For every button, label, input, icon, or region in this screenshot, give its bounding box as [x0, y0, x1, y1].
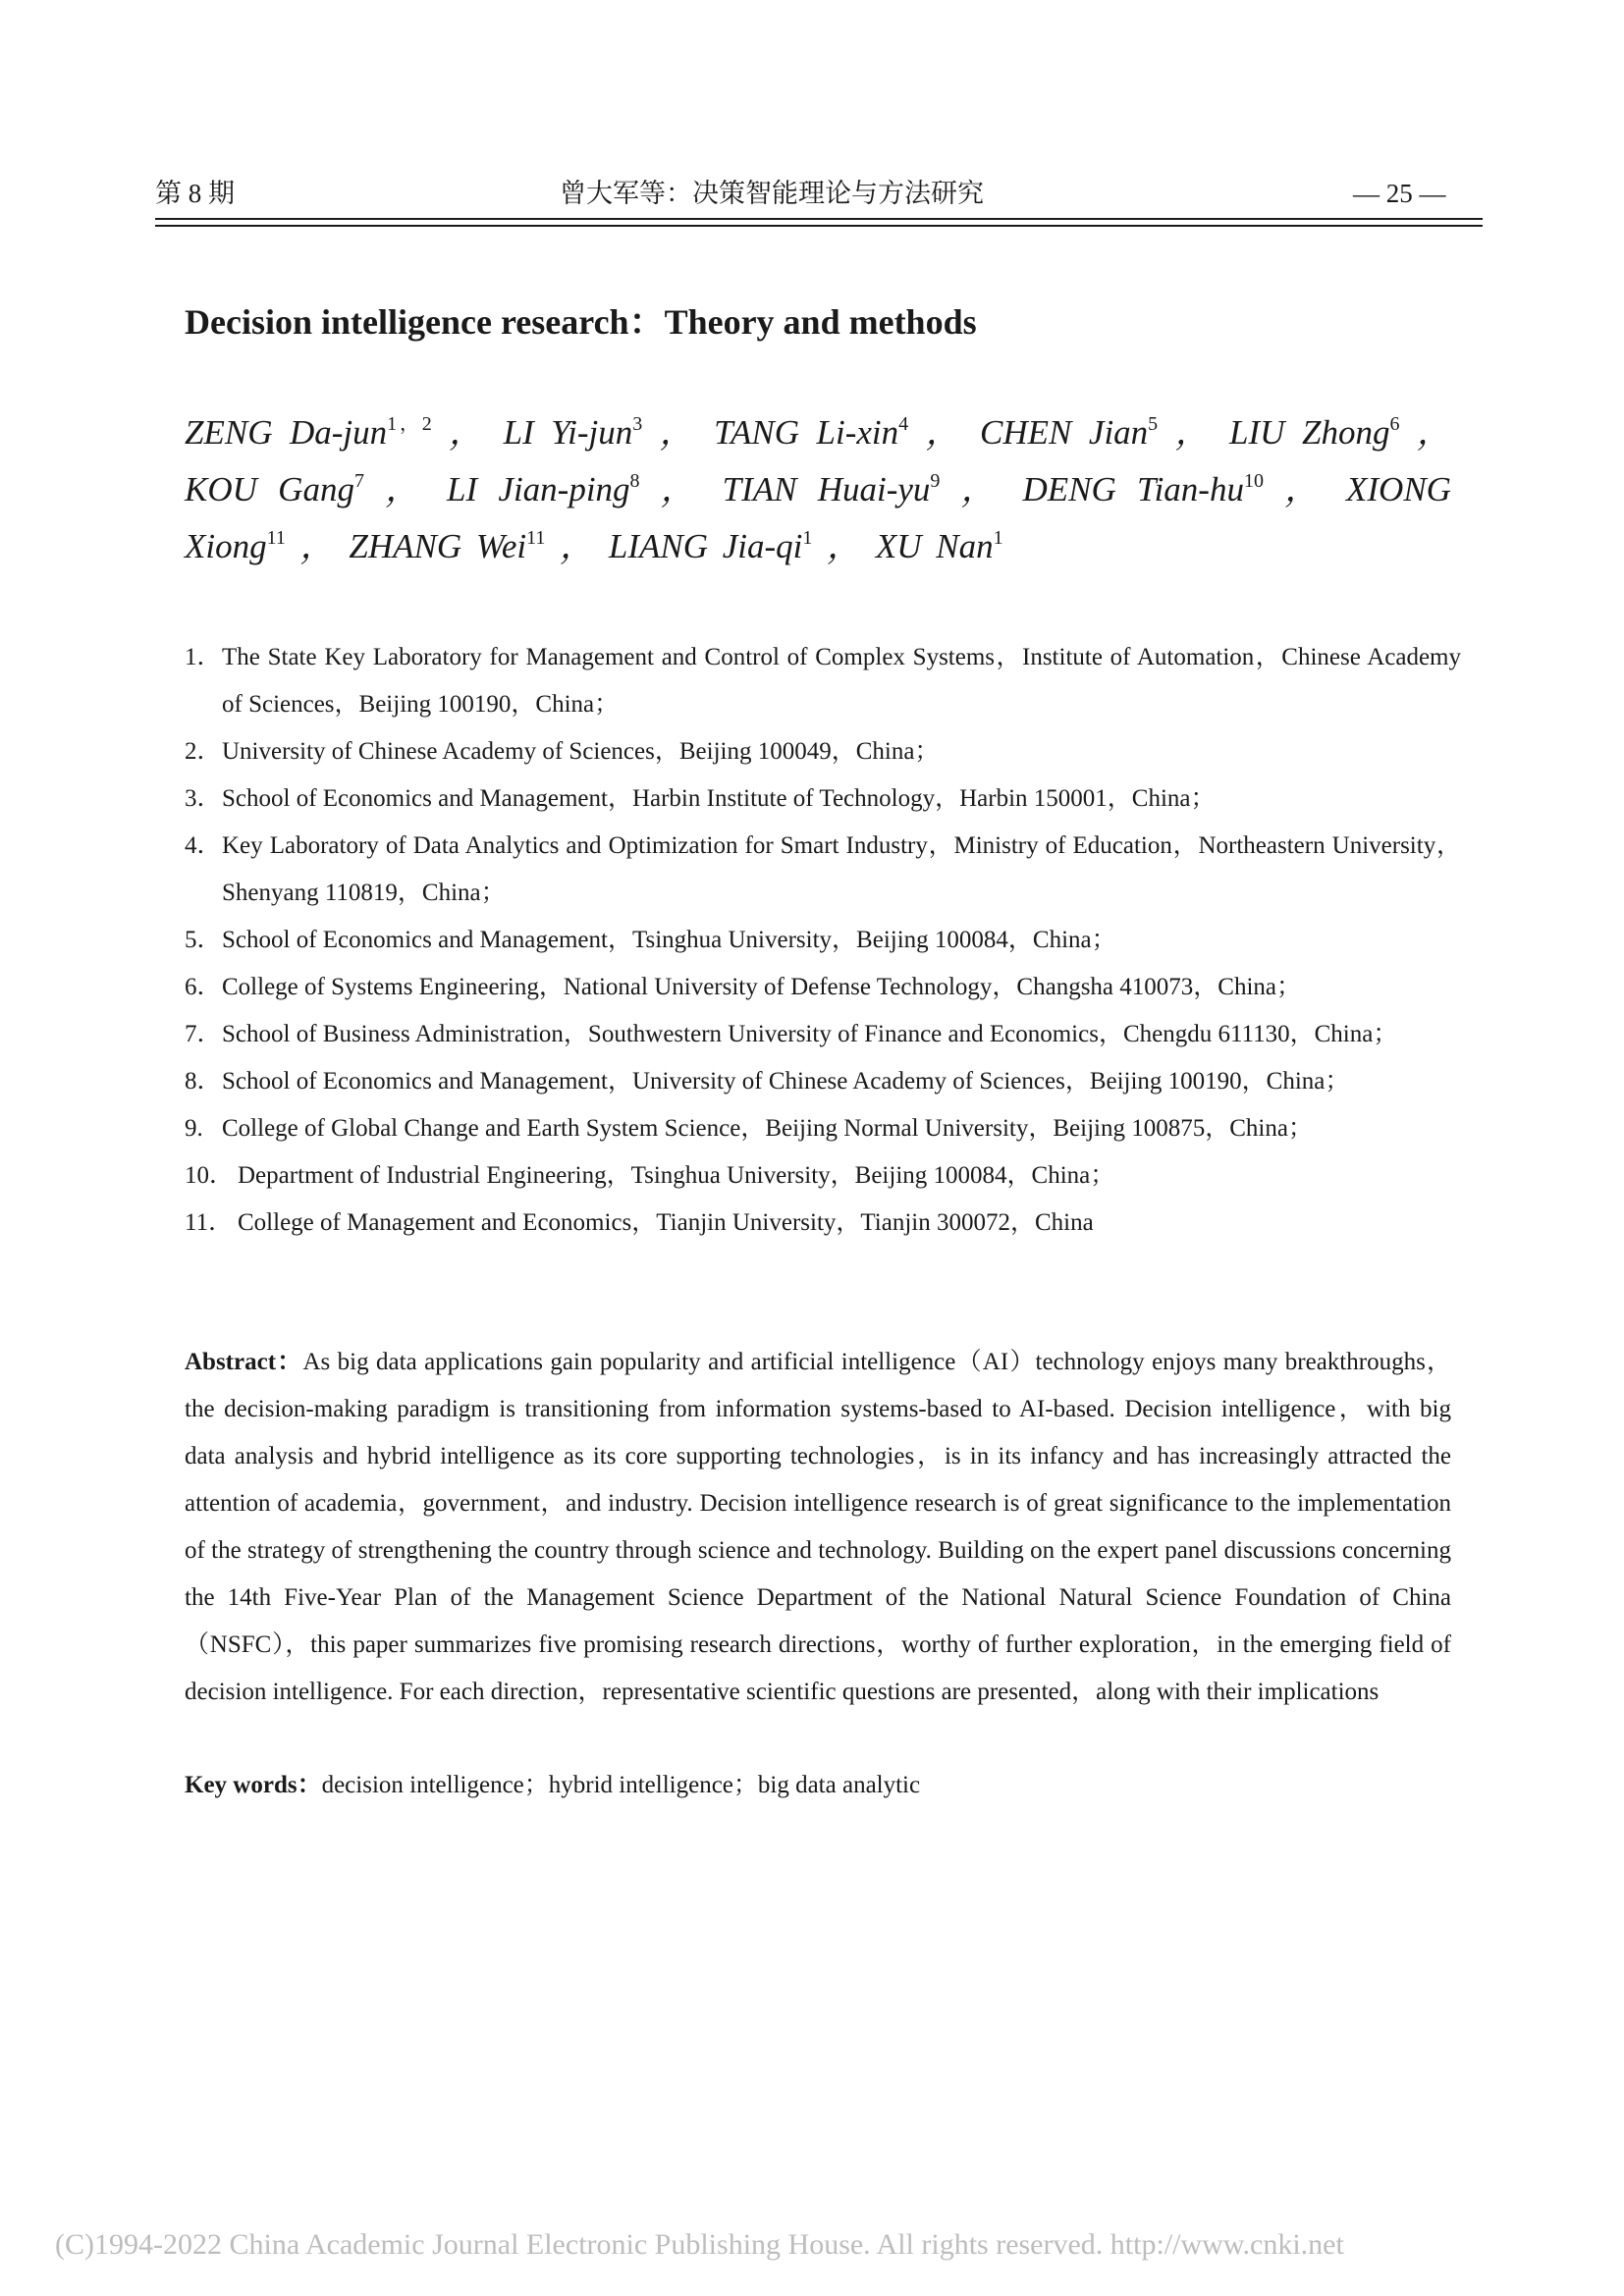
header-rule-top — [155, 218, 1483, 220]
affiliation-item — [185, 964, 1461, 1011]
author-name: LIU Zhong — [1229, 413, 1390, 452]
author-affiliation-mark: 11 — [526, 527, 546, 549]
affiliation-text: School of Economics and Management，Tsinghua University，Beijing 100084，China； — [222, 927, 1116, 953]
affiliation-number: 6． — [185, 974, 222, 1000]
author-name: LI Yi-jun — [503, 413, 633, 452]
running-header-issue: 第 8 期 — [155, 179, 235, 208]
affiliation-number: 2． — [185, 738, 222, 765]
page-number: — 25 — — [1353, 179, 1446, 208]
author-affiliation-mark: 1 — [802, 527, 813, 549]
author-affiliation-mark: 1 — [993, 527, 1003, 549]
author-name: TANG Li-xin — [714, 413, 899, 452]
keywords-text: decision intelligence；hybrid intelligence；big data analytic — [321, 1772, 921, 1798]
affiliation-text: Department of Industrial Engineering，Tsinghua University，Beijing 100084，China； — [238, 1162, 1115, 1189]
affiliation-number: 8． — [185, 1068, 222, 1095]
header-rule-bottom — [155, 225, 1483, 227]
author — [447, 470, 640, 508]
affiliation-number: 11． — [185, 1209, 234, 1236]
author — [609, 527, 813, 565]
copyright-footer: (C)1994-2022 China Academic Journal Electronic Publishing House. All rights reserved. http://www.cnki.net — [55, 2228, 1344, 2261]
affiliation-text: School of Business Administration，Southwestern University of Finance and Economics，Chengdu 611130，China； — [222, 1021, 1398, 1047]
affiliation-item — [185, 728, 1461, 775]
author-affiliation-mark: 4 — [898, 413, 909, 435]
affiliation-text: University of Chinese Academy of Sciences，Beijing 100049，China； — [222, 738, 940, 765]
affiliation-number: 5． — [185, 927, 222, 953]
affiliation-text: College of Management and Economics，Tianjin University，Tianjin 300072，China — [238, 1209, 1094, 1236]
affiliation-list — [185, 634, 1461, 1247]
affiliation-item — [185, 917, 1461, 964]
affiliation-item — [185, 1105, 1461, 1152]
author-affiliation-mark: 3 — [632, 413, 643, 435]
affiliation-item — [185, 1058, 1461, 1105]
author-affiliation-mark: 8 — [629, 470, 640, 492]
author — [1022, 470, 1263, 508]
author-affiliation-mark: 10 — [1243, 470, 1264, 492]
affiliation-number: 4． — [185, 832, 222, 859]
affiliation-text: Key Laboratory of Data Analytics and Optimization for Smart Industry，Ministry of Education，Northeastern University，Shenyang 110819，China； — [222, 832, 1461, 906]
author-affiliation-mark: 5 — [1148, 413, 1159, 435]
affiliation-text: School of Economics and Management，Harbin Institute of Technology，Harbin 150001，China； — [222, 785, 1216, 812]
affiliation-number: 7． — [185, 1021, 222, 1047]
affiliation-text: College of Global Change and Earth System Science，Beijing Normal University，Beijing 100875，China； — [222, 1115, 1313, 1142]
abstract — [185, 1339, 1451, 1716]
keywords-label: Key words： — [185, 1772, 322, 1798]
author — [185, 413, 432, 452]
author-name: LIANG Jia-qi — [608, 527, 803, 565]
affiliation-number: 3． — [185, 785, 222, 812]
affiliation-item — [185, 1200, 1461, 1247]
affiliation-text: The State Key Laboratory for Management and Control of Complex Systems，Institute of Automation，Chinese Academy of Sciences，Beijing 100190，China； — [222, 644, 1461, 718]
author — [504, 413, 643, 452]
author-name: XIONG Xiong — [185, 470, 1451, 565]
affiliation-item — [185, 1011, 1461, 1058]
affiliation-text: College of Systems Engineering，National University of Defense Technology，Changsha 410073，China； — [222, 974, 1301, 1000]
author — [714, 413, 908, 452]
author-affiliation-mark: 1，2 — [387, 413, 432, 435]
author — [980, 413, 1158, 452]
author — [1229, 413, 1399, 452]
author-name: DENG Tian-hu — [1022, 470, 1244, 508]
paper-title: Decision intelligence research：Theory and methods — [185, 302, 977, 342]
author-name: KOU Gang — [185, 470, 354, 508]
affiliation-item — [185, 634, 1461, 728]
author-affiliation-mark: 9 — [930, 470, 941, 492]
author-name: XU Nan — [875, 527, 994, 565]
affiliation-text: School of Economics and Management，University of Chinese Academy of Sciences，Beijing 100190，China； — [222, 1068, 1350, 1095]
author-affiliation-mark: 7 — [353, 470, 364, 492]
author — [349, 527, 545, 565]
author-list: ZENG Da-jun$^{1,2}$ ， LI Yi-jun$^3$ ， TANG Li-xin$^4$ ， CHEN Jian$^5$ ， LIU Zhong$^6$ ， KOU Gang$^7$ ， LI Jian-ping$^8$ ， TIAN Huai-$yu^9$ ， DENG Tian-$hu^{10}$ ， XIONG Xiong$^{11}$ ， ZHANG Wei$^{11}$ ， LIANG Jia-$qi^1$ ， XU Nan$^1$ — [185, 413, 1451, 565]
author-name: ZENG Da-jun — [185, 413, 388, 452]
author — [185, 470, 364, 508]
affiliation-item — [185, 823, 1461, 917]
abstract-label: Abstract： — [185, 1349, 303, 1375]
affiliation-number: 9. — [185, 1115, 203, 1142]
affiliation-number: 1． — [185, 644, 222, 670]
author-affiliation-mark: 11 — [266, 527, 286, 549]
author — [876, 527, 1003, 565]
running-header-title: 曾大军等：决策智能理论与方法研究 — [560, 179, 984, 208]
abstract-text: As big data applications gain popularity and artificial intelligence（AI）technology enjoys many breakthroughs，the decision-making paradigm is transitioning from information systems-based to AI-based. Decision intelligence，with big data analysis and hybrid intelligence as its core supporting technologies，is in its infancy and has increasingly attracted the attention of academia，government，and industry. Decision intelligence research is of great significance to the implementation of the strategy of strengthening the country through science and technology. Building on the expert panel discussions concerning the 14th Five-Year Plan of the Management Science Department of the National Natural Science Foundation of China（NSFC），this paper summarizes five promising research directions，worthy of further exploration，in the emerging field of decision intelligence. For each direction，representative scientific questions are presented，along with their implications — [185, 1349, 1451, 1705]
author-name: LI Jian-ping — [447, 470, 630, 508]
author-name: CHEN Jian — [980, 413, 1149, 452]
author — [723, 470, 941, 508]
affiliation-item — [185, 1152, 1461, 1200]
author-affiliation-mark: 6 — [1389, 413, 1400, 435]
affiliation-number: 10． — [185, 1162, 235, 1189]
keywords — [185, 1762, 920, 1809]
author-name: ZHANG Wei — [349, 527, 527, 565]
author-name: TIAN Huai-yu — [722, 470, 931, 508]
affiliation-item — [185, 775, 1461, 823]
